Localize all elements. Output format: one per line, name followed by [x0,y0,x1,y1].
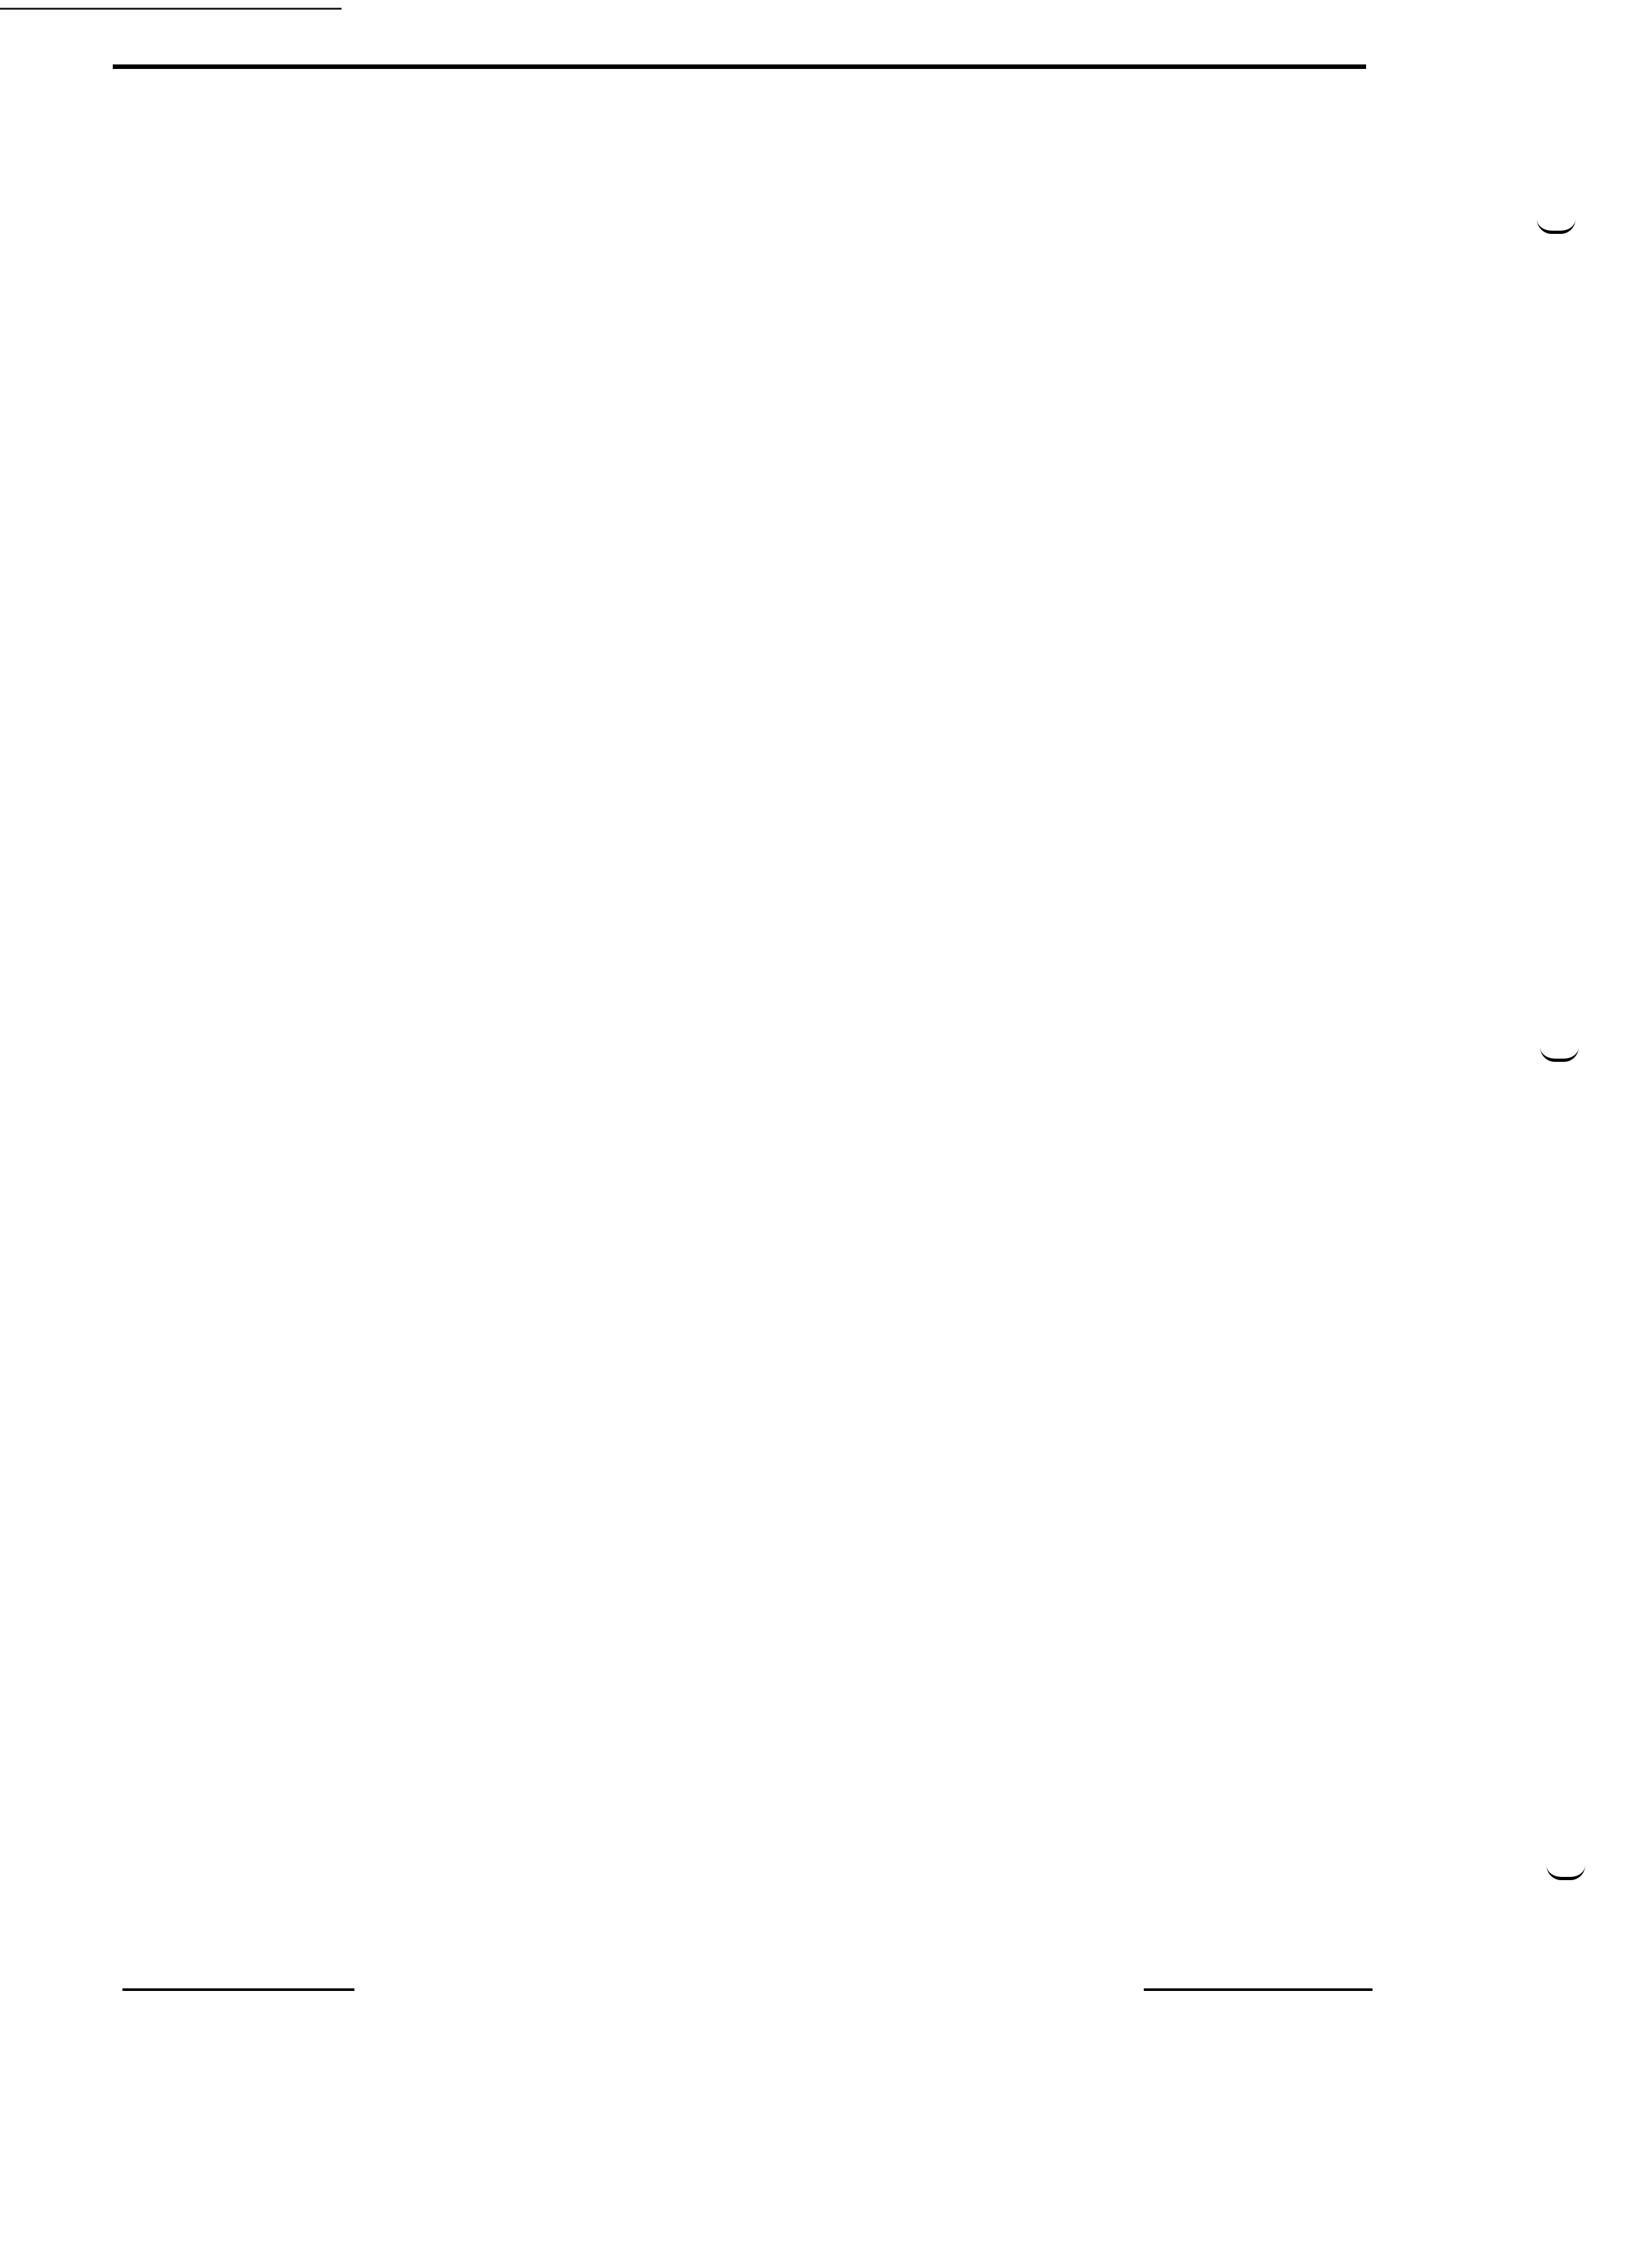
table-row [0,1601,1629,1649]
table-row [0,537,1629,561]
application-codes [967,730,1179,754]
table-row [0,875,1629,923]
table-row [0,923,1629,972]
parts-table [0,126,1629,1527]
application-codes [967,440,1179,464]
table-row [0,633,1629,658]
table-row [0,1843,1629,1891]
table-row [0,778,1629,827]
scan-top-rule [0,8,342,10]
table-row [0,174,1629,222]
table-row [0,1213,1629,1262]
table-row [0,1649,1629,1698]
table-row [0,440,1629,488]
table-row [0,271,1629,295]
table-row [0,1165,1629,1213]
table-row [0,1117,1629,1165]
service-kits-table [0,1601,1629,1891]
application-codes [967,1698,1179,1722]
table-row [0,222,1629,271]
footer-rule-right [1144,1988,1373,1991]
table-row [0,827,1629,875]
table-row [0,1382,1629,1407]
table-row [0,1407,1629,1431]
footer-rule-left [122,1988,354,1991]
table-row [0,972,1629,1020]
application-codes [967,392,1179,416]
table-row [0,1020,1629,1068]
table-row [0,488,1629,513]
table-row [0,585,1629,633]
table-row [0,1794,1629,1843]
table-row [0,1455,1629,1479]
table-row [0,1262,1629,1310]
table-row [0,730,1629,778]
table-row [0,295,1629,320]
table-row [0,367,1629,392]
table-row [0,1068,1629,1117]
table-row [0,126,1629,174]
table-row [0,1746,1629,1794]
table-row [0,682,1629,730]
table-row [0,512,1629,537]
table-row [0,561,1629,585]
table-row [0,1310,1629,1334]
table-row [0,1479,1629,1503]
table-row [0,343,1629,368]
table-row [0,1503,1629,1528]
application-codes [967,585,1179,609]
table-row [0,319,1629,343]
table-row [0,1334,1629,1358]
table-row [0,1698,1629,1746]
table-row [0,1358,1629,1383]
table-row [0,1430,1629,1455]
table-row [0,392,1629,440]
table-row [0,657,1629,682]
header-rule [113,64,1366,69]
